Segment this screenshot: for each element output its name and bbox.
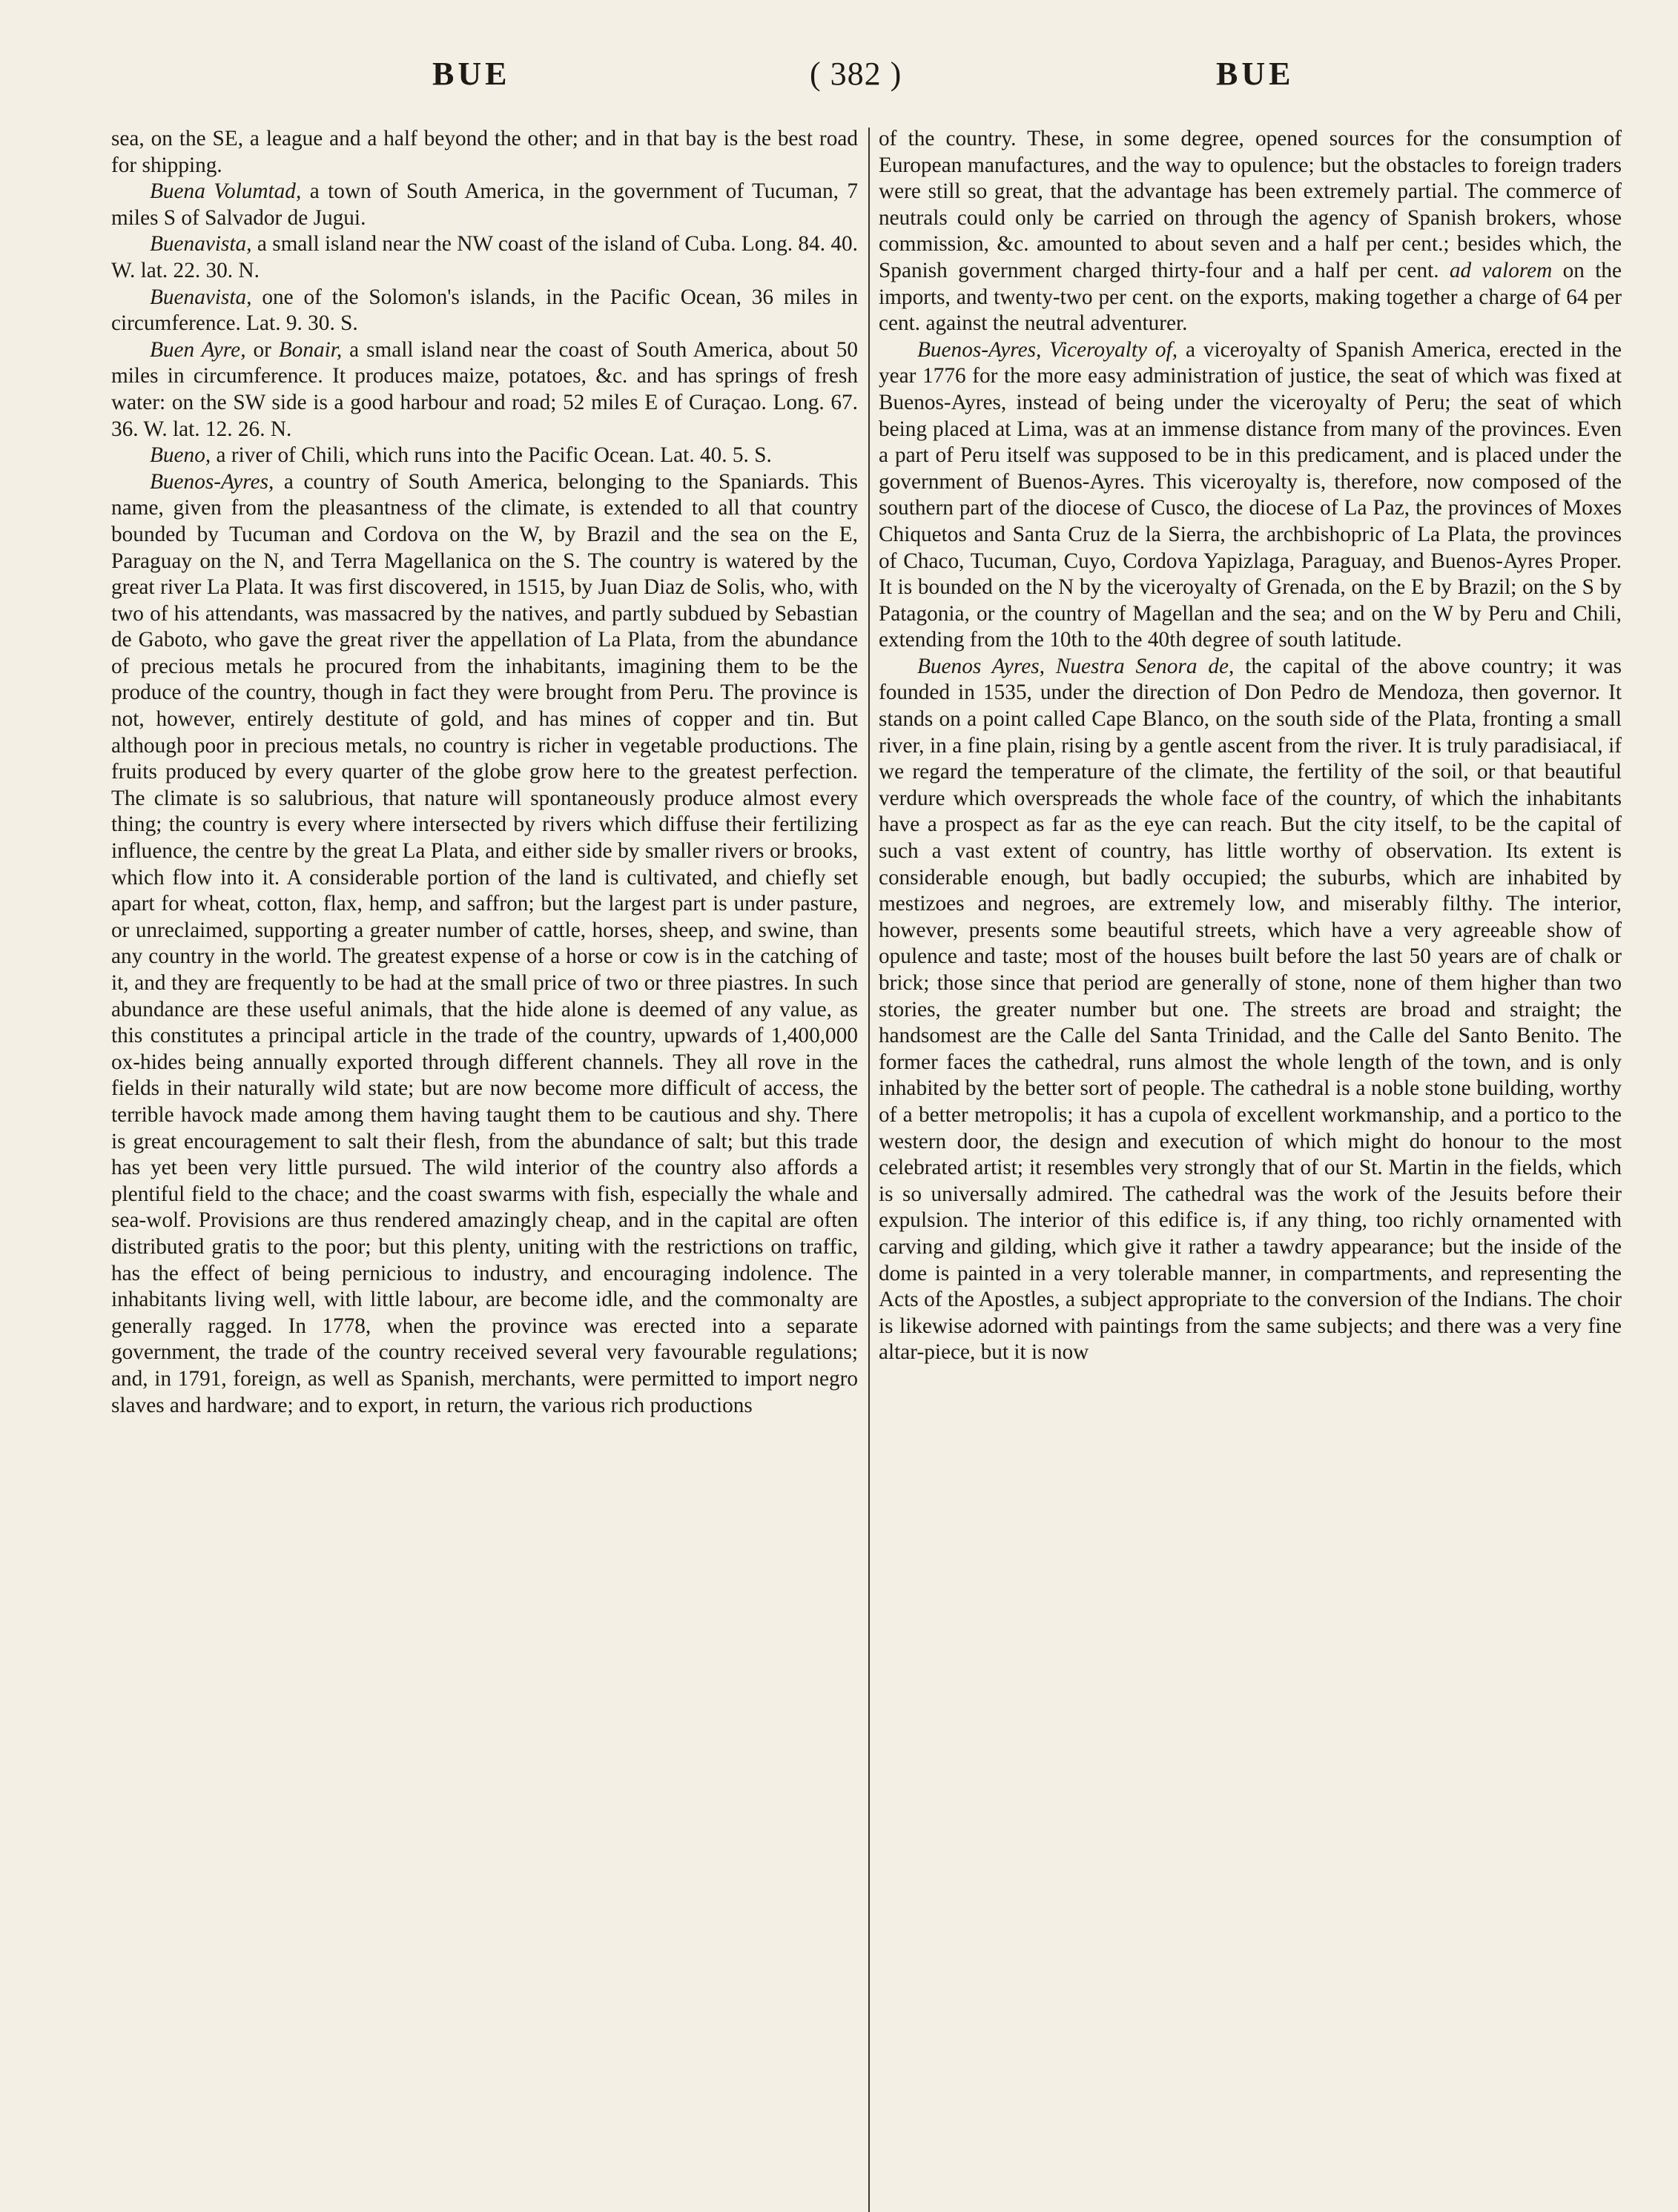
right-column [879, 126, 1622, 1366]
page-number: ( 382 ) [810, 56, 902, 92]
header-left-catchword: BUE [432, 56, 511, 92]
entry-paragraph: sea, on the SE, a league and a half beyond the other; and in that bay is the best road for shipping. [111, 127, 858, 177]
entry-term: Buen Ayre, [150, 337, 246, 362]
entry-term: Buenos-Ayres, Viceroyalty of, [917, 337, 1178, 362]
entry-paragraph: of the country. These, in some degree, opened sources for the consumption of European manufactures, and the way to opulence; but the obstacles to foreign traders were still so great, that the advantage has been extremely partial. The commerce of neutrals could only be carried on through the agency of Spanish brokers, whose commission, &c. amounted to about seven and a half per cent.; besides which, the Spanish government charged thirty-four and a half per cent. ad valorem on the imports, and twenty-two per cent. on the exports, making together a charge of 64 per cent. against the neutral adventurer. [879, 127, 1622, 336]
left-column [111, 126, 858, 1419]
entry-term: ad valorem [1449, 258, 1553, 282]
entry-paragraph: Buenos Ayres, Nuestra Senora de, the capital of the above country; it was founded in 1535, under the direction of Don Pedro de Mendoza, then governor. It stands on a point called Cape Blanco, on the south side of the Plata, fronting a small river, in a fine plain, rising by a gentle ascent from the river. It is truly paradisiacal, if we regard the temperature of the climate, the fertility of the soil, or that beautiful verdure which overspreads the whole face of the country, of which the inhabitants have a prospect as far as the eye can reach. But the city itself, to be the capital of such a vast extent of country, has little worthy of observation. Its extent is considerable enough, but badly occupied; the suburbs, which are inhabited by mestizoes and negroes, are extremely low, and miserably filthy. The interior, however, presents some beautiful streets, which have a very agreeable show of opulence and taste; most of the houses built before the last 50 years are of chalk or brick; those since that period are generally of stone, none of them higher than two stories, the greater number but one. The streets are broad and straight; the handsomest are the Calle del Santa Trinidad, and the Calle del Santo Benito. The former faces the cathedral, runs almost the whole length of the town, and is only inhabited by the better sort of people. The cathedral is a noble stone building, worthy of a better metropolis; it has a cupola of excellent workmanship, and a portico to the western door, the design and execution of which might do honour to the most celebrated artist; it resembles very strongly that of our St. Martin in the fields, which is so universally admired. The cathedral was the work of the Jesuits before their expulsion. The interior of this edifice is, if any thing, too richly ornamented with carving and gilding, which give it rather a tawdry appearance; but the inside of the dome is painted in a very tolerable manner, in compartments, and representing the Acts of the Apostles, a subject appropriate to the conversion of the Indians. The choir is likewise adorned with paintings from the same subjects; and there was a very fine altar-piece, but it is now [879, 654, 1622, 1365]
entry-paragraph: Bueno, a river of Chili, which runs into the Pacific Ocean. Lat. 40. 5. S. [150, 443, 772, 468]
entry-paragraph: Buenavista, one of the Solomon's islands, in the Pacific Ocean, 36 miles in circumference. Lat. 9. 30. S. [111, 285, 858, 336]
column-divider [868, 128, 870, 2212]
entry-term: Bueno, [150, 443, 211, 468]
running-header [0, 55, 1678, 102]
entry-paragraph: Buenos-Ayres, Viceroyalty of, a viceroyalty of Spanish America, erected in the year 1776 for the more easy administration of justice, the seat of which was fixed at Buenos-Ayres, instead of being under the viceroyalty of Peru; the seat of which being placed at Lima, was at an immense distance from many of the provinces. Even a part of Peru itself was supposed to be in this predicament, and is placed under the government of Buenos-Ayres. This viceroyalty is, therefore, now composed of the southern part of the diocese of Cusco, the diocese of La Paz, the provinces of Moxes Chiquetos and Santa Cruz de la Sierra, the archbishopric of La Plata, the provinces of Chaco, Tucuman, Cuyo, Cordova Yapizlaga, Paraguay, and Buenos-Ayres Proper. It is bounded on the N by the viceroyalty of Grenada, on the E by Brazil; on the S by Patagonia, or the country of Magellan and the sea; and on the W by Peru and Chili, extending from the 10th to the 40th degree of south latitude. [879, 337, 1622, 652]
entry-paragraph: Buenavista, a small island near the NW coast of the island of Cuba. Long. 84. 40. W. lat. 22. 30. N. [111, 232, 858, 282]
entry-paragraph: Buena Volumtad, a town of South America, in the government of Tucuman, 7 miles S of Salvador de Jugui. [111, 179, 858, 230]
entry-term: Buenos Ayres, Nuestra Senora de, [917, 654, 1235, 678]
entry-term: Bonair, [278, 337, 343, 362]
entry-term: Buenavista, [150, 285, 252, 309]
entry-paragraph: Buenos-Ayres, a country of South America, belonging to the Spaniards. This name, given from the pleasantness of the climate, is extended to all that country bounded by Tucuman and Cordova on the W, by Brazil and the sea on the E, Paraguay on the N, and Terra Magellanica on the S. The country is watered by the great river La Plata. It was first discovered, in 1515, by Juan Diaz de Solis, who, with two of his attendants, was massacred by the natives, and partly subdued by Sebastian de Gaboto, who gave the great river the appellation of La Plata, from the abundance of precious metals he procured from the inhabitants, imagining them to be the produce of the country, though in fact they were brought from Peru. The province is not, however, entirely destitute of gold, and has mines of copper and tin. But although poor in precious metals, no country is richer in vegetable productions. The fruits produced by every quarter of the globe grow here to the greatest perfection. The climate is so salubrious, that nature will spontaneously produce almost every thing; the country is every where intersected by rivers which diffuse their fertilizing influence, the centre by the great La Plata, and either side by smaller rivers or brooks, which flow into it. A considerable portion of the land is cultivated, and chiefly set apart for wheat, cotton, flax, hemp, and saffron; but the largest part is under pasture, or unreclaimed, supporting a greater number of cattle, horses, sheep, and swine, than any country in the world. The greatest expense of a horse or cow is in the catching of it, and they are frequently to be had at the small price of two or three piastres. In such abundance are these useful animals, that the hide alone is deemed of any value, as this constitutes a principal article in the trade of the country, upwards of 1,400,000 ox-hides being annually exported through different channels. They all rove in the fields in their naturally wild state; but are now become more difficult of access, the terrible havock made among them having taught them to be cautious and shy. There is great encouragement to salt their flesh, from the abundance of salt; but this trade has yet been very little pursued. The wild interior of the country also affords a plentiful field to the chace; and the coast swarms with fish, especially the whale and sea-wolf. Provisions are thus rendered amazingly cheap, and in the capital are often distributed gratis to the poor; but this plenty, uniting with the restrictions on traffic, has the effect of being pernicious to industry, and encouraging indolence. The inhabitants living well, with little labour, are become idle, and the commonalty are generally ragged. In 1778, when the province was erected into a separate government, the trade of the country received several very favourable regulations; and, in 1791, foreign, as well as Spanish, merchants, were permitted to import negro slaves and hardware; and to export, in return, the various rich productions [111, 469, 858, 1417]
entry-term: Buenos-Ayres, [150, 469, 274, 494]
entry-term: Buena Volumtad, [150, 179, 302, 204]
header-right-catchword: BUE [1216, 56, 1295, 92]
entry-paragraph: Buen Ayre, or Bonair, a small island near the coast of South America, about 50 miles in circumference. It produces maize, potatoes, &c. and has springs of fresh water: on the SW side is a good harbour and road; 52 miles E of Curaçao. Long. 67. 36. W. lat. 12. 26. N. [111, 337, 858, 441]
entry-term: Buenavista, [150, 232, 252, 256]
